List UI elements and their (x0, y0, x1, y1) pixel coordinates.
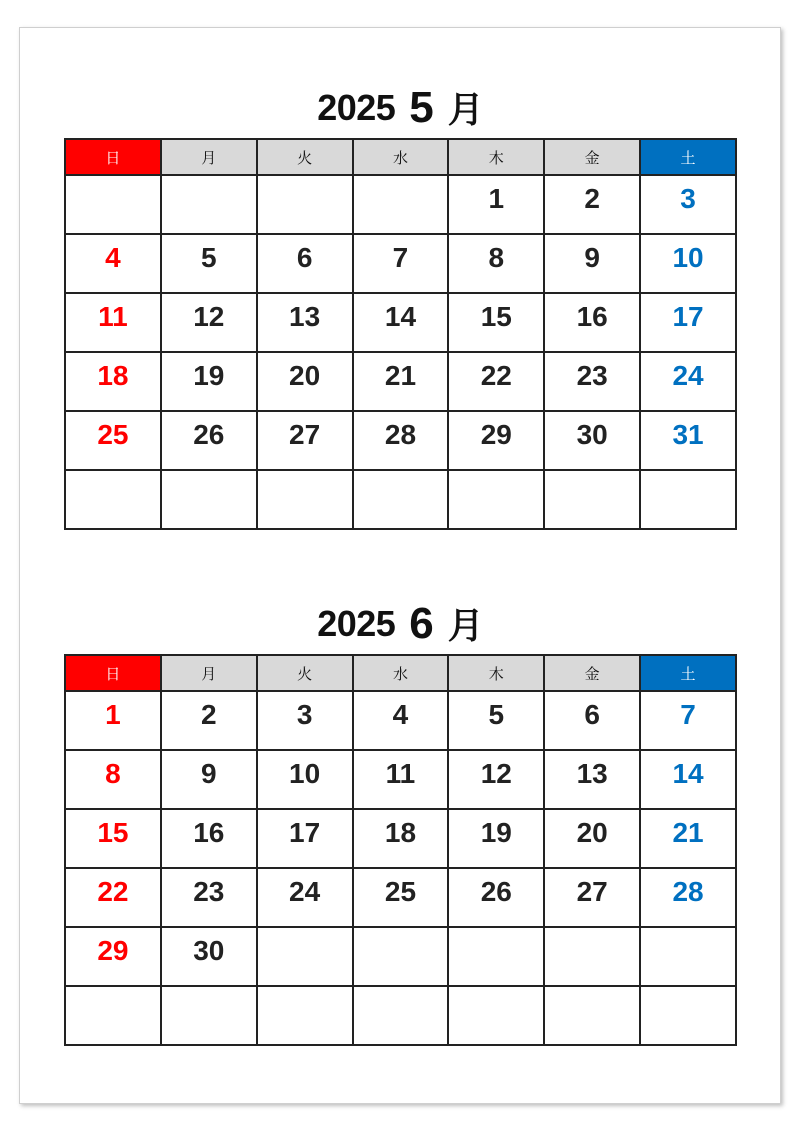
day-number: 12 (193, 301, 225, 332)
week-row (65, 293, 736, 352)
day-number: 18 (97, 360, 129, 391)
title-year: 2025 (317, 602, 396, 644)
day-cell (161, 927, 257, 986)
day-number: 14 (384, 301, 417, 332)
day-number: 25 (384, 876, 417, 907)
day-number (641, 987, 735, 994)
day-cell (448, 234, 544, 293)
day-number: 27 (289, 419, 321, 450)
day-cell (640, 234, 736, 293)
day-number: 8 (105, 758, 121, 789)
day-number: 3 (680, 183, 696, 214)
weekday-header-row (65, 655, 736, 691)
day-cell (544, 175, 640, 234)
weekday-header-monday: 月 (161, 655, 257, 691)
day-number: 15 (480, 301, 512, 332)
day-number: 4 (392, 699, 409, 730)
day-number: 11 (385, 758, 416, 789)
day-number (545, 471, 639, 478)
day-number (354, 928, 448, 935)
day-number: 11 (98, 301, 128, 332)
day-cell (448, 691, 544, 750)
day-number: 29 (97, 935, 129, 966)
day-number: 16 (576, 301, 608, 332)
day-number (354, 176, 448, 183)
day-cell (65, 234, 161, 293)
day-number: 2 (200, 699, 217, 730)
day-number: 10 (289, 758, 321, 789)
day-cell (640, 175, 736, 234)
day-cell (353, 927, 449, 986)
day-cell (448, 470, 544, 529)
day-number: 19 (193, 360, 225, 391)
day-number: 1 (105, 699, 121, 730)
week-row (65, 470, 736, 529)
day-cell (65, 352, 161, 411)
day-cell (544, 352, 640, 411)
day-cell (640, 809, 736, 868)
day-number: 2 (584, 183, 600, 214)
day-number (162, 987, 256, 994)
day-number: 21 (384, 360, 417, 391)
day-cell (161, 234, 257, 293)
day-number: 17 (672, 301, 704, 332)
day-number: 4 (105, 242, 121, 273)
day-cell (65, 809, 161, 868)
day-cell (353, 809, 449, 868)
day-cell (161, 411, 257, 470)
weekday-header-thursday: 木 (448, 655, 544, 691)
day-number: 19 (480, 817, 512, 848)
day-number: 15 (97, 817, 129, 848)
day-number: 27 (576, 876, 608, 907)
day-cell (544, 986, 640, 1045)
day-number: 7 (392, 242, 409, 273)
day-cell (544, 868, 640, 927)
day-cell (161, 175, 257, 234)
day-cell (257, 352, 353, 411)
day-cell (353, 868, 449, 927)
day-cell (544, 234, 640, 293)
day-cell (353, 234, 449, 293)
day-number: 13 (289, 301, 321, 332)
day-number: 22 (480, 360, 512, 391)
day-number: 24 (672, 360, 704, 391)
day-number: 23 (193, 876, 225, 907)
weekday-header-thursday: 木 (448, 139, 544, 175)
day-cell (65, 691, 161, 750)
day-number (641, 928, 735, 935)
day-number (449, 471, 543, 478)
day-cell (448, 868, 544, 927)
day-cell (640, 293, 736, 352)
day-number (449, 928, 543, 935)
day-cell (257, 809, 353, 868)
day-number: 30 (576, 419, 608, 450)
day-number: 7 (680, 699, 696, 730)
day-number (258, 987, 352, 994)
day-number: 29 (480, 419, 512, 450)
title-month-unit: 月 (447, 606, 484, 647)
day-number: 21 (672, 817, 704, 848)
day-cell (161, 809, 257, 868)
day-number: 28 (672, 876, 704, 907)
day-number: 6 (584, 699, 600, 730)
calendar-grid (64, 654, 737, 1046)
day-cell (353, 750, 449, 809)
day-cell (544, 809, 640, 868)
day-cell (161, 470, 257, 529)
day-cell (257, 691, 353, 750)
day-cell (448, 293, 544, 352)
day-cell (448, 352, 544, 411)
week-row (65, 411, 736, 470)
day-cell (448, 175, 544, 234)
day-number: 22 (97, 876, 129, 907)
day-number: 13 (576, 758, 608, 789)
day-cell (353, 352, 449, 411)
weekday-header-wednesday: 水 (353, 139, 449, 175)
day-number: 30 (193, 935, 225, 966)
day-cell (544, 750, 640, 809)
day-number (66, 471, 160, 478)
day-cell (257, 750, 353, 809)
weekday-header-row (65, 139, 736, 175)
day-number: 16 (193, 817, 225, 848)
day-cell (161, 293, 257, 352)
day-cell (65, 868, 161, 927)
day-cell (448, 927, 544, 986)
day-cell (448, 750, 544, 809)
day-cell (161, 691, 257, 750)
weekday-header-saturday: 土 (640, 655, 736, 691)
weekday-header-wednesday: 水 (353, 655, 449, 691)
day-cell (640, 868, 736, 927)
day-cell (353, 293, 449, 352)
day-cell (257, 927, 353, 986)
weekday-header-tuesday: 火 (257, 139, 353, 175)
day-number: 20 (576, 817, 608, 848)
day-cell (161, 986, 257, 1045)
day-number: 23 (576, 360, 608, 391)
day-number (66, 176, 160, 183)
title-year: 2025 (317, 86, 396, 128)
day-number: 8 (488, 242, 505, 273)
day-number: 5 (200, 242, 217, 273)
calendar-title (64, 593, 737, 654)
day-number: 3 (296, 699, 313, 730)
calendar-may (64, 77, 737, 530)
day-cell (257, 470, 353, 529)
day-number: 1 (488, 183, 505, 214)
day-number: 14 (672, 758, 704, 789)
day-cell (65, 470, 161, 529)
day-cell (448, 986, 544, 1045)
day-cell (257, 411, 353, 470)
day-cell (544, 927, 640, 986)
day-cell (544, 411, 640, 470)
day-number (66, 987, 160, 994)
day-number (449, 987, 543, 994)
day-number: 10 (672, 242, 704, 273)
day-cell (257, 868, 353, 927)
day-cell (161, 352, 257, 411)
day-number (641, 471, 735, 478)
day-cell (257, 234, 353, 293)
day-cell (353, 175, 449, 234)
week-row (65, 691, 736, 750)
day-cell (353, 470, 449, 529)
day-cell (65, 293, 161, 352)
day-cell (353, 691, 449, 750)
day-number (545, 987, 639, 994)
weekday-header-sunday: 日 (65, 139, 161, 175)
day-number: 9 (200, 758, 217, 789)
day-number: 6 (296, 242, 313, 273)
day-cell (640, 691, 736, 750)
day-number: 31 (672, 419, 704, 450)
calendar-june (64, 593, 737, 1046)
weekday-header-friday: 金 (544, 139, 640, 175)
title-month: 5 (409, 82, 434, 132)
calendar-title (64, 77, 737, 138)
day-cell (257, 293, 353, 352)
day-number (162, 176, 256, 183)
day-cell (353, 411, 449, 470)
week-row (65, 234, 736, 293)
day-cell (448, 809, 544, 868)
title-month-unit: 月 (447, 90, 484, 131)
day-cell (353, 986, 449, 1045)
day-cell (640, 927, 736, 986)
week-row (65, 352, 736, 411)
day-cell (65, 750, 161, 809)
day-cell (65, 927, 161, 986)
day-cell (640, 352, 736, 411)
week-row (65, 927, 736, 986)
weekday-header-tuesday: 火 (257, 655, 353, 691)
day-cell (640, 470, 736, 529)
day-cell (640, 750, 736, 809)
day-number (258, 471, 352, 478)
day-cell (161, 750, 257, 809)
week-row (65, 868, 736, 927)
weekday-header-sunday: 日 (65, 655, 161, 691)
day-number (162, 471, 256, 478)
weekday-header-friday: 金 (544, 655, 640, 691)
day-number: 17 (289, 817, 321, 848)
day-number: 25 (97, 419, 129, 450)
week-row (65, 750, 736, 809)
day-cell (161, 868, 257, 927)
day-number: 9 (584, 242, 600, 273)
day-number: 12 (480, 758, 512, 789)
day-cell (640, 411, 736, 470)
day-number: 28 (384, 419, 417, 450)
day-number: 24 (289, 876, 321, 907)
day-cell (448, 411, 544, 470)
day-number: 26 (480, 876, 512, 907)
day-number: 18 (384, 817, 417, 848)
week-row (65, 986, 736, 1045)
day-number (354, 987, 448, 994)
day-cell (544, 691, 640, 750)
day-cell (257, 986, 353, 1045)
day-cell (544, 293, 640, 352)
day-number (545, 928, 639, 935)
title-month: 6 (409, 598, 434, 648)
day-cell (65, 175, 161, 234)
weekday-header-monday: 月 (161, 139, 257, 175)
day-cell (65, 411, 161, 470)
day-number (258, 928, 352, 935)
day-cell (544, 470, 640, 529)
day-cell (640, 986, 736, 1045)
weekday-header-saturday: 土 (640, 139, 736, 175)
day-number: 20 (289, 360, 321, 391)
day-cell (65, 986, 161, 1045)
day-number: 5 (488, 699, 505, 730)
day-number (258, 176, 352, 183)
week-row (65, 809, 736, 868)
day-number (354, 471, 448, 478)
day-number: 26 (193, 419, 225, 450)
week-row (65, 175, 736, 234)
calendar-grid (64, 138, 737, 530)
day-cell (257, 175, 353, 234)
